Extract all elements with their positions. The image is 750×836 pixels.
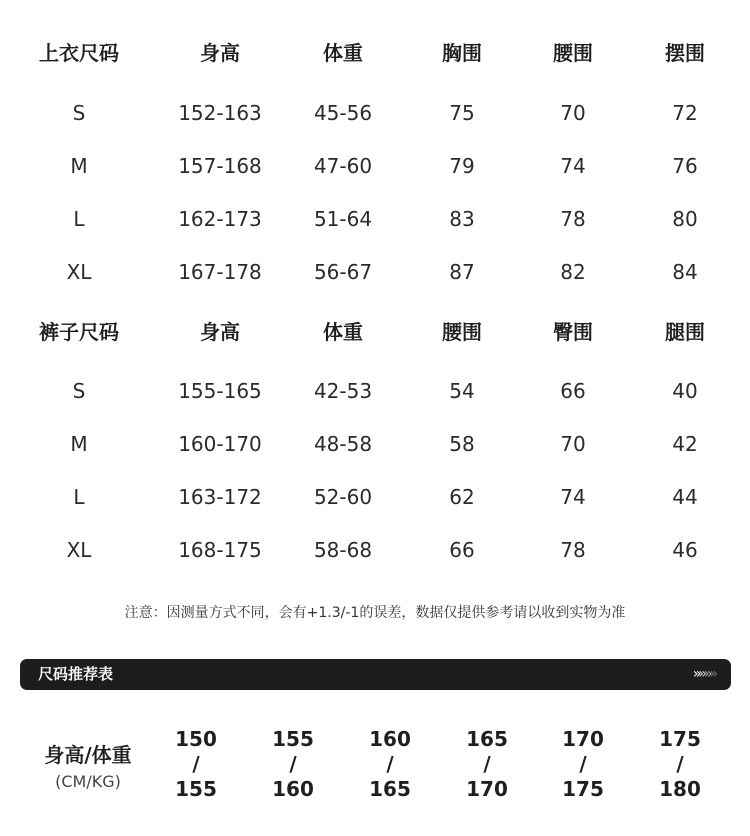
header-height: 身高 [200,41,240,65]
height-cell: 155-165 [178,379,262,403]
header-thigh: 腿围 [665,320,705,344]
header-waist: 腰围 [442,320,482,344]
waist-cell: 70 [560,101,586,125]
chest-cell: 83 [449,207,475,231]
recommend-column [253,727,333,802]
size-cell: XL [66,538,92,562]
waist-cell: 54 [449,379,475,403]
height-cell: 162-173 [178,207,262,231]
hip-cell: 74 [560,485,586,509]
table-row [0,98,750,128]
height-cell: 163-172 [178,485,262,509]
size-cell: L [73,485,85,509]
recommend-column [640,727,720,802]
weight-cell: 56-67 [313,260,373,284]
table-row [0,429,750,459]
header-hip: 臀围 [553,320,593,344]
hem-cell: 72 [672,101,698,125]
table-row [0,376,750,406]
recommend-slash: / [579,752,587,776]
header-chest: 胸围 [442,41,482,65]
recommend-slash: / [676,752,684,776]
recommend-weight: 180 [659,777,701,801]
table-row [0,204,750,234]
recommend-title: 尺码推荐表 [38,665,114,683]
table-row [0,482,750,512]
hip-cell: 70 [560,432,586,456]
height-weight-label-unit: (CM/KG) [55,772,121,791]
table-row [0,257,750,287]
recommend-height: 155 [272,727,314,751]
height-weight-label-main: 身高/体重 [44,743,132,767]
recommend-slash: / [289,752,297,776]
waist-cell: 66 [449,538,475,562]
weight-cell: 51-64 [313,207,373,231]
height-weight-label [20,740,156,794]
table-row [0,535,750,565]
recommend-slash: / [192,752,200,776]
thigh-cell: 44 [672,485,698,509]
weight-cell: 52-60 [313,485,373,509]
recommend-slash: / [386,752,394,776]
recommend-height: 170 [562,727,604,751]
header-waist: 腰围 [553,41,593,65]
recommend-column [350,727,430,802]
recommend-height: 150 [175,727,217,751]
hem-cell: 84 [672,260,698,284]
recommend-weight: 165 [369,777,411,801]
waist-cell: 74 [560,154,586,178]
measurement-note: 注意：因测量方式不同，会有+1.3/-1的误差，数据仅提供参考请以收到实物为准 [124,605,626,621]
waist-cell: 78 [560,207,586,231]
weight-cell: 48-58 [313,432,373,456]
hip-cell: 78 [560,538,586,562]
chevrons-right-icon: »»»» [692,666,715,682]
height-cell: 157-168 [178,154,262,178]
size-cell: M [70,154,88,178]
thigh-cell: 42 [672,432,698,456]
size-cell: S [72,101,86,125]
header-weight: 体重 [323,320,363,344]
thigh-cell: 40 [672,379,698,403]
recommend-height: 160 [369,727,411,751]
weight-cell: 47-60 [313,154,373,178]
recommend-title-bar [20,659,731,690]
weight-cell: 58-68 [313,538,373,562]
chest-cell: 87 [449,260,475,284]
hem-cell: 76 [672,154,698,178]
recommend-weight: 175 [562,777,604,801]
size-cell: S [72,379,86,403]
table-row [0,151,750,181]
recommend-height: 165 [466,727,508,751]
header-height: 身高 [200,320,240,344]
recommend-column [447,727,527,802]
recommend-height: 175 [659,727,701,751]
waist-cell: 58 [449,432,475,456]
header-hem: 摆围 [665,41,705,65]
header-weight: 体重 [323,41,363,65]
recommend-weight: 155 [175,777,217,801]
hip-cell: 66 [560,379,586,403]
header-top-size: 上衣尺码 [39,41,119,65]
height-cell: 160-170 [178,432,262,456]
size-cell: L [73,207,85,231]
weight-cell: 45-56 [313,101,373,125]
size-cell: XL [66,260,92,284]
size-cell: M [70,432,88,456]
height-cell: 152-163 [178,101,262,125]
chest-cell: 75 [449,101,475,125]
top-table-header [0,38,750,68]
recommend-slash: / [483,752,491,776]
header-pants-size: 裤子尺码 [39,320,119,344]
thigh-cell: 46 [672,538,698,562]
chest-cell: 79 [449,154,475,178]
weight-cell: 42-53 [313,379,373,403]
hem-cell: 80 [672,207,698,231]
waist-cell: 82 [560,260,586,284]
recommend-weight: 160 [272,777,314,801]
recommend-weight: 170 [466,777,508,801]
pants-table-header [0,317,750,347]
waist-cell: 62 [449,485,475,509]
recommend-column [156,727,236,802]
recommend-column [543,727,623,802]
height-cell: 167-178 [178,260,262,284]
height-cell: 168-175 [178,538,262,562]
